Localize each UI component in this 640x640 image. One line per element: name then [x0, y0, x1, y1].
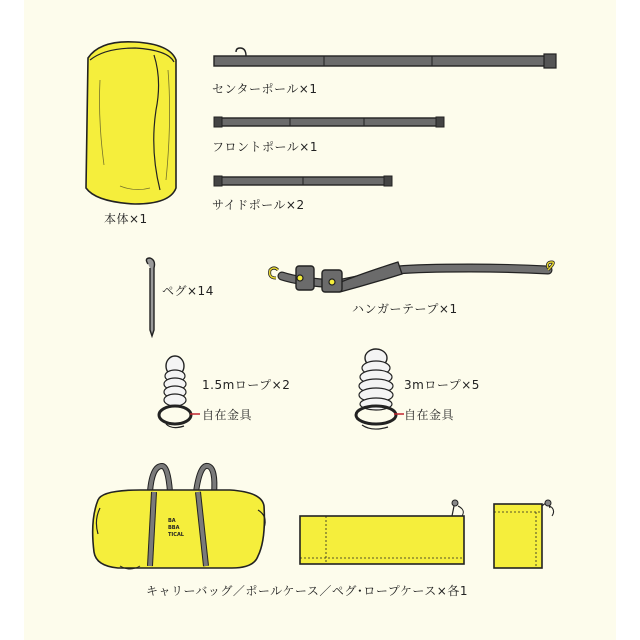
peg-rope-case — [494, 500, 554, 568]
side-pole — [214, 176, 392, 186]
rope-1-5m-label: 1.5mロープ×2 — [202, 378, 291, 392]
rope-3m — [356, 349, 404, 429]
pole-case — [300, 500, 464, 564]
front-pole — [214, 117, 444, 127]
center-pole — [214, 48, 556, 68]
bags-label: キャリーバッグ／ポールケース／ペグ･ロープケース×各1 — [146, 584, 468, 598]
hanger-tape-label: ハンガーテープ×1 — [352, 302, 458, 316]
rope-1-5m — [159, 356, 200, 428]
tent-body-roll — [86, 42, 176, 204]
hanger-tape — [270, 262, 554, 292]
center-pole-label: センターポール×1 — [212, 82, 318, 96]
peg-label: ペグ×14 — [162, 284, 214, 298]
side-pole-label: サイドポール×2 — [212, 198, 305, 212]
bag-logo-line1: BA — [168, 518, 176, 524]
rope-3m-label: 3mロープ×5 — [404, 378, 480, 392]
peg — [146, 258, 154, 336]
carry-bag — [93, 466, 265, 569]
adjuster-1-label: 自在金具 — [202, 408, 253, 422]
bag-logo-line2: BBA — [168, 525, 180, 531]
front-pole-label: フロントポール×1 — [212, 140, 318, 154]
body-label: 本体×1 — [104, 212, 148, 226]
adjuster-2-label: 自在金具 — [404, 408, 455, 422]
parts-illustration — [24, 0, 616, 640]
illustration-canvas — [24, 0, 616, 640]
bag-logo-line3: TICAL — [168, 532, 184, 538]
